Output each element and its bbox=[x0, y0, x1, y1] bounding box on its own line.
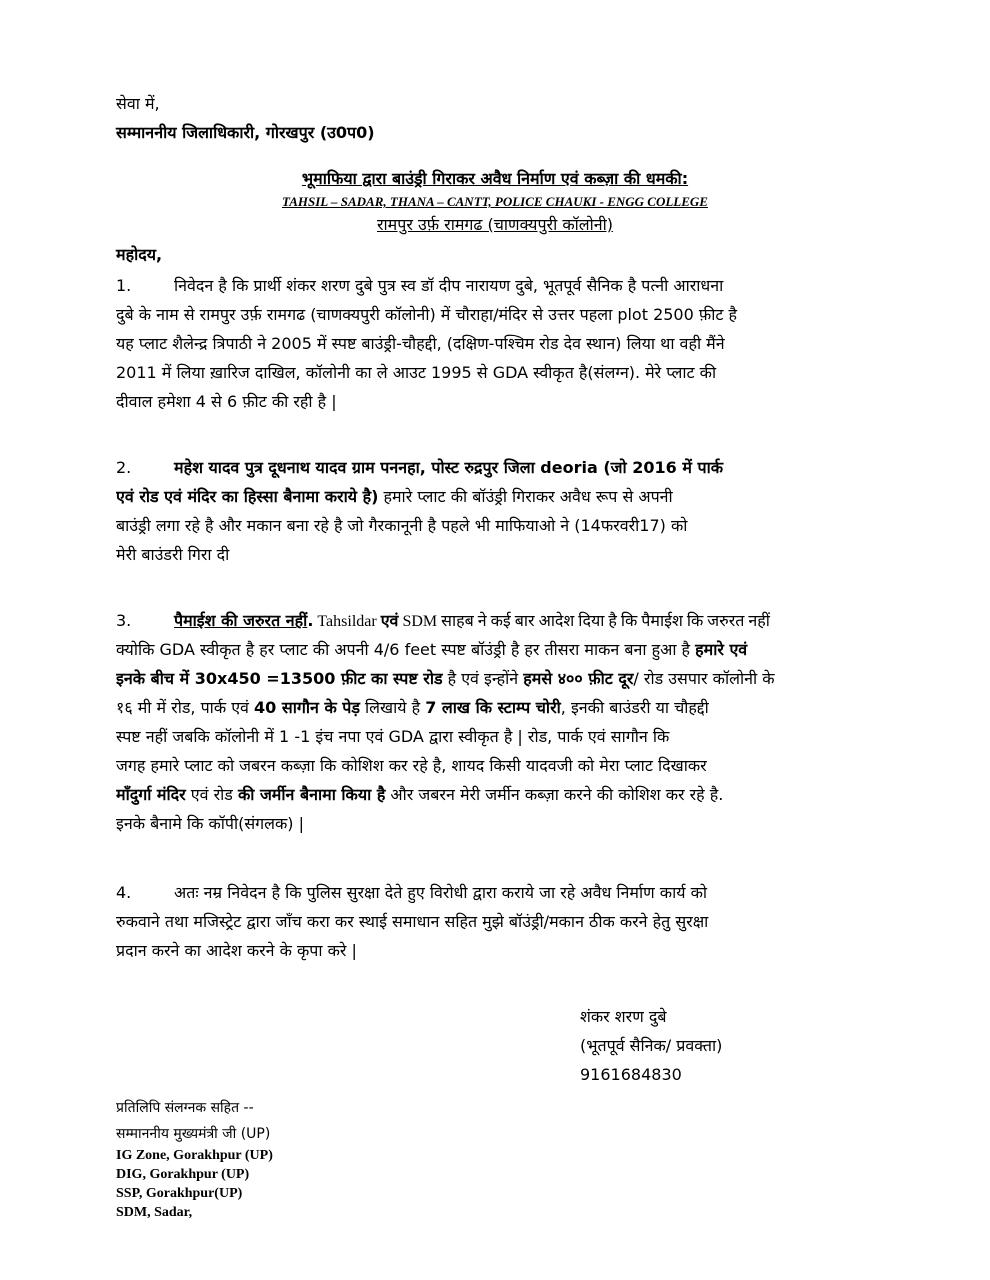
subject-line: भूमाफिया द्वारा बाउंड्री गिराकर अवैध निर्माण एवं कब्ज़ा की धमकी: bbox=[301, 169, 689, 188]
addressee: सम्माननीय जिलाधिकारी, गोरखपुर (उ0प0) bbox=[116, 123, 375, 142]
paragraph-heading: पैमाईश की जरुरत नहीं bbox=[174, 611, 308, 630]
paragraph-text: SDM साहब ने कई बार आदेश दिया है कि पैमाईश कि जरुरत नहीं bbox=[398, 613, 770, 630]
paragraph-line: 2011 में लिया ख़ारिज दाखिल, कॉलोनी का ले आउट 1995 से GDA स्वीकृत है(संलग्न). मेरे प्लाट की bbox=[116, 363, 717, 382]
signature-phone: 9161684830 bbox=[580, 1065, 682, 1084]
copy-to-recipient: सम्माननीय मुख्यमंत्री जी (UP) bbox=[116, 1126, 271, 1142]
paragraph-number: 2. bbox=[116, 458, 132, 477]
copy-to-heading: प्रतिलिपि संलग्नक सहित -- bbox=[116, 1100, 254, 1116]
paragraph-text-bold: 40 सागौन के पेड़ bbox=[254, 698, 360, 717]
paragraph-text-bold: एवं bbox=[380, 611, 399, 630]
signature-designation: (भूतपूर्व सैनिक/ प्रवक्ता) bbox=[580, 1036, 723, 1055]
paragraph-text: एवं रोड bbox=[185, 785, 238, 804]
copy-to-block bbox=[116, 1094, 516, 1222]
paragraph-text-bold: माँदुर्गा मंदिर bbox=[116, 785, 186, 804]
copy-to-recipient: SSP, Gorakhpur(UP) bbox=[116, 1186, 243, 1201]
paragraph-number: 3. bbox=[116, 611, 132, 630]
greeting: महोदय, bbox=[116, 245, 163, 264]
paragraph-text: Tahsildar bbox=[313, 613, 381, 630]
paragraph-line: यह प्लाट शैलेन्द्र त्रिपाठी ने 2005 में स्पष्ट बाउंड्री-चौहद्दी, (दक्षिण-पश्चिम रोड देव स्थान) लिया था वही मैंने bbox=[116, 334, 725, 353]
copy-to-recipient: IG Zone, Gorakhpur (UP) bbox=[116, 1148, 273, 1163]
paragraph-text-bold: इनके बीच में 30x450 =13500 फ़ीट का स्पष्ट रोड bbox=[116, 669, 443, 688]
salutation-to: सेवा में, bbox=[116, 94, 160, 113]
paragraph-line: महेश यादव पुत्र दूधनाथ यादव ग्राम पननहा, पोस्ट रुद्रपुर जिला deoria (जो 2016 में पार्क bbox=[174, 458, 724, 477]
paragraph-3 bbox=[116, 606, 926, 838]
paragraph-text: लिखाये है bbox=[359, 698, 426, 717]
paragraph-line: दुबे के नाम से रामपुर उर्फ़ रामगढ (चाणक्यपुरी कॉलोनी) में चौराहा/मंदिर से उत्तर पहला plot 2500 फ़ीट है bbox=[116, 305, 737, 324]
paragraph-text: १६ मी में रोड, पार्क एवं bbox=[116, 698, 255, 717]
paragraph-text-bold: 7 लाख कि स्टाम्प चोरी bbox=[425, 698, 561, 717]
copy-to-recipient: SDM, Sadar, bbox=[116, 1205, 193, 1220]
paragraph-text: , इनकी बाउंडरी या चौहद्दी bbox=[560, 698, 709, 717]
paragraph-text: / रोड उसपार कॉलोनी के bbox=[633, 669, 775, 688]
paragraph-text: है एवं इन्होंने bbox=[442, 669, 524, 688]
paragraph-line: रुकवाने तथा मजिस्ट्रेट द्वारा जाँच करा कर स्थाई समाधान सहित मुझे बॉउंड्री/मकान ठीक करने हेतु सुरक्षा bbox=[116, 912, 709, 931]
paragraph-line: इनके बैनामे कि कॉपी(संगलक) | bbox=[116, 814, 305, 833]
paragraph-line-rest: हमारे प्लाट की बॉउंड्री गिराकर अवैध रूप से अपनी bbox=[378, 487, 673, 506]
paragraph-line-bold: एवं रोड एवं मंदिर का हिस्सा बैनामा कराये है) bbox=[116, 487, 379, 506]
location-hindi: रामपुर उर्फ़ रामगढ (चाणक्यपुरी कॉलोनी) bbox=[376, 215, 614, 234]
paragraph-text-bold: हमारे एवं bbox=[695, 640, 748, 659]
paragraph-number: 4. bbox=[116, 883, 132, 902]
paragraph-text-bold: की जर्मीन बैनामा किया है bbox=[237, 785, 386, 804]
signature-name: शंकर शरण दुबे bbox=[580, 1007, 667, 1026]
signature-block bbox=[580, 1002, 900, 1089]
paragraph-line: बाउंड्री लगा रहे है और मकान बना रहे है जो गैरकानूनी है पहले भी माफियाओ ने (14फरवरी17) को bbox=[116, 516, 688, 535]
paragraph-4 bbox=[116, 878, 926, 965]
paragraph-2 bbox=[116, 453, 926, 569]
paragraph-line: जगह हमारे प्लाट को जबरन कब्ज़ा कि कोशिश कर रहे है, शायद किसी यादवजी को मेरा प्लाट दिखाकर bbox=[116, 756, 707, 775]
paragraph-line: अतः नम्र निवेदन है कि पुलिस सुरक्षा देते हुए विरोधी द्वारा कराये जा रहे अवैध निर्माण कार्य को bbox=[174, 883, 708, 902]
copy-to-recipient: DIG, Gorakhpur (UP) bbox=[116, 1167, 250, 1182]
paragraph-line: स्पष्ट नहीं जबकि कॉलोनी में 1 -1 इंच नपा एवं GDA द्वारा स्वीकृत है | रोड, पार्क एवं सागौन कि bbox=[116, 727, 670, 746]
paragraph-1 bbox=[116, 271, 926, 416]
paragraph-line: प्रदान करने का आदेश करने के कृपा करे | bbox=[116, 941, 357, 960]
paragraph-line: निवेदन है कि प्रार्थी शंकर शरण दुबे पुत्र स्व डॉ दीप नारायण दुबे, भूतपूर्व सैनिक है पत्नी आराधना bbox=[174, 276, 724, 295]
paragraph-number: 1. bbox=[116, 276, 132, 295]
paragraph-text: क्योकि GDA स्वीकृत है हर प्लाट की अपनी 4/6 feet स्पष्ट बॉउंड्री है हर तीसरा माकन बना हुआ है bbox=[116, 640, 696, 659]
paragraph-text: और जबरन मेरी जर्मीन कब्ज़ा करने की कोशिश कर रहे है. bbox=[385, 785, 724, 804]
heading-dot: . bbox=[307, 611, 314, 630]
paragraph-text-bold: हमसे ४०० फ़ीट दूर bbox=[523, 669, 634, 688]
paragraph-line: दीवाल हमेशा 4 से 6 फ़ीट की रही है | bbox=[116, 392, 337, 411]
paragraph-line: मेरी बाउंडरी गिरा दी bbox=[116, 545, 230, 564]
location-english: TAHSIL – SADAR, THANA – CANTT, POLICE CHAUKI - ENGG COLLEGE bbox=[282, 194, 708, 209]
